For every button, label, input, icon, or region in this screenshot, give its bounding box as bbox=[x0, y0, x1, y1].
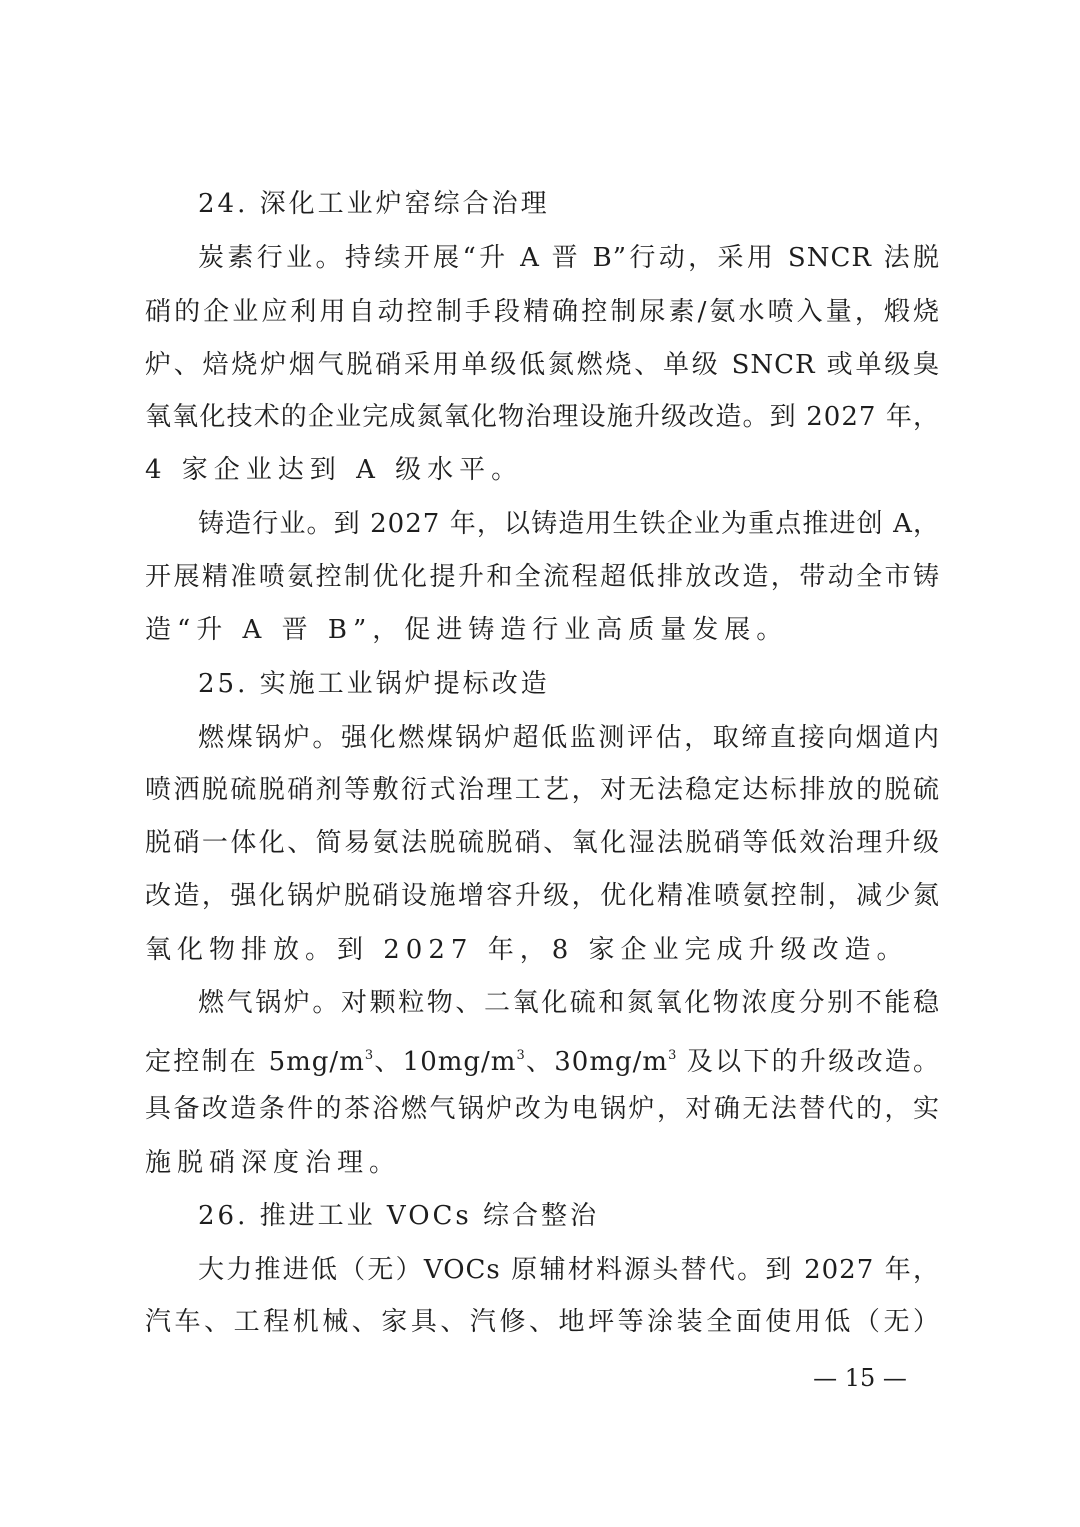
text-segment: 及以下的升级改造。 bbox=[676, 1047, 940, 1077]
paragraph-line: 汽车、工程机械、家具、汽修、地坪等涂装全面使用低（无） bbox=[145, 1307, 940, 1337]
superscript: 3 bbox=[364, 1048, 374, 1063]
paragraph-line: 燃气锅炉。对颗粒物、二氧化硫和氮氧化物浓度分别不能稳 bbox=[198, 988, 940, 1018]
section-heading-25: 25. 实施工业锅炉提标改造 bbox=[198, 669, 550, 699]
text-segment: 定控制在 5mg/m bbox=[145, 1047, 365, 1077]
paragraph-line: 氧氧化技术的企业完成氮氧化物治理设施升级改造。到 2027 年， bbox=[145, 402, 940, 432]
paragraph-line: 具备改造条件的茶浴燃气锅炉改为电锅炉，对确无法替代的，实 bbox=[145, 1094, 940, 1124]
paragraph-line-with-units bbox=[145, 1036, 940, 1076]
paragraph-line: 改造，强化锅炉脱硝设施增容升级，优化精准喷氨控制，减少氮 bbox=[145, 881, 940, 911]
paragraph-line: 铸造行业。到 2027 年，以铸造用生铁企业为重点推进创 A， bbox=[198, 509, 940, 539]
paragraph-line: 氧化物排放。到 2027 年，8 家企业完成升级改造。 bbox=[145, 935, 909, 965]
paragraph-line: 喷洒脱硫脱硝剂等敷衍式治理工艺，对无法稳定达标排放的脱硫 bbox=[145, 775, 940, 805]
paragraph-line: 燃煤锅炉。强化燃煤锅炉超低监测评估，取缔直接向烟道内 bbox=[198, 723, 940, 753]
paragraph-line: 脱硝一体化、简易氨法脱硫脱硝、氧化湿法脱硝等低效治理升级 bbox=[145, 828, 940, 858]
section-heading-26: 26. 推进工业 VOCs 综合整治 bbox=[198, 1201, 600, 1231]
paragraph-line: 炉、焙烧炉烟气脱硝采用单级低氮燃烧、单级 SNCR 或单级臭 bbox=[145, 350, 940, 380]
section-heading-24: 24. 深化工业炉窑综合治理 bbox=[198, 189, 550, 219]
paragraph-line: 硝的企业应利用自动控制手段精确控制尿素/氨水喷入量，煅烧 bbox=[145, 297, 940, 327]
paragraph-line: 4 家企业达到 A 级水平。 bbox=[145, 455, 524, 485]
superscript: 3 bbox=[668, 1048, 677, 1063]
text-segment: 、10mg/m bbox=[373, 1047, 517, 1077]
superscript: 3 bbox=[516, 1048, 525, 1063]
paragraph-line: 开展精准喷氨控制优化提升和全流程超低排放改造，带动全市铸 bbox=[145, 562, 940, 592]
paragraph-line: 造“升 A 晋 B”，促进铸造行业高质量发展。 bbox=[145, 615, 789, 645]
page-number: — 15 — bbox=[813, 1364, 907, 1392]
paragraph-line: 施脱硝深度治理。 bbox=[145, 1148, 402, 1178]
paragraph-line: 炭素行业。持续开展“升 A 晋 B”行动，采用 SNCR 法脱 bbox=[198, 243, 940, 273]
text-segment: 、30mg/m bbox=[524, 1047, 669, 1077]
paragraph-line: 大力推进低（无）VOCs 原辅材料源头替代。到 2027 年， bbox=[198, 1255, 940, 1285]
